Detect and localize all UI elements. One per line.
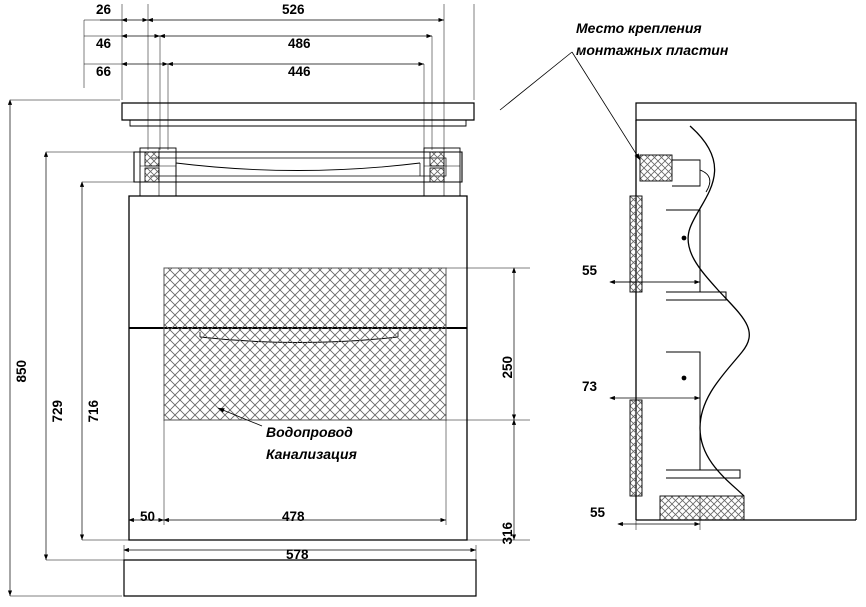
dimension-578: 578 (286, 547, 309, 562)
note-mounting-plates-line2: монтажных пластин (576, 42, 729, 58)
callout-water-supply: Водопровод (266, 424, 353, 440)
dimension-526: 526 (282, 2, 305, 17)
dimension-478: 478 (282, 509, 305, 524)
callout-sewerage: Канализация (266, 446, 357, 462)
dimension-55-upper: 55 (582, 263, 598, 278)
dimension-316: 316 (500, 522, 515, 545)
dimension-50: 50 (140, 509, 156, 524)
dimension-716: 716 (86, 400, 101, 423)
dimension-250: 250 (500, 356, 515, 379)
dimension-46: 46 (96, 36, 112, 51)
note-mounting-plates-line1: Место крепления (576, 20, 702, 36)
dimension-446: 446 (288, 64, 311, 79)
dimension-55-lower: 55 (590, 505, 606, 520)
dimension-73: 73 (582, 379, 598, 394)
dimension-729: 729 (50, 400, 65, 423)
dimension-66: 66 (96, 64, 112, 79)
dimension-850: 850 (14, 360, 29, 383)
dimension-486: 486 (288, 36, 311, 51)
dimension-26: 26 (96, 2, 112, 17)
